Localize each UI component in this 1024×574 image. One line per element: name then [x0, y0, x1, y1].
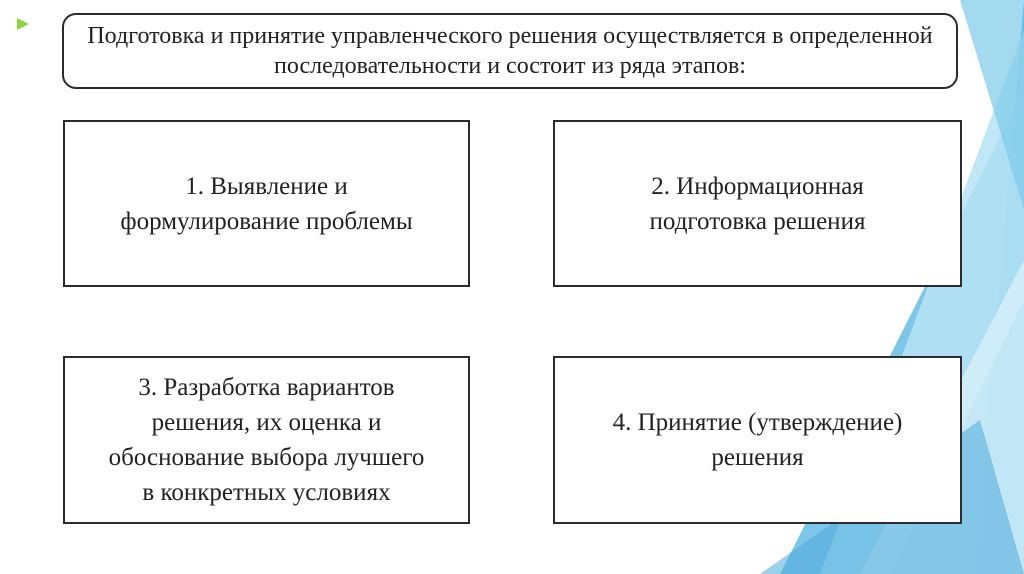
header-box [62, 13, 958, 89]
stage-box-3 [63, 356, 470, 524]
stage-box-1 [63, 120, 470, 287]
header-text: Подготовка и принятие управленческого решения осуществляется в определенной последовательности и состоит из ряда этапов: [87, 23, 933, 79]
bullet-arrow-icon [17, 18, 29, 30]
stage-text-4: 4. Принятие (утверждение) решения [612, 409, 903, 471]
stage-text-1: 1. Выявление и формулирование проблемы [120, 172, 413, 235]
stage-text-2: 2. Информационная подготовка решения [649, 172, 866, 235]
stage-text-3: 3. Разработка вариантов решения, их оценка и обоснование выбора лучшего в конкретных условиях [108, 374, 425, 506]
stage-box-4 [553, 356, 962, 524]
stage-box-2 [553, 120, 962, 287]
